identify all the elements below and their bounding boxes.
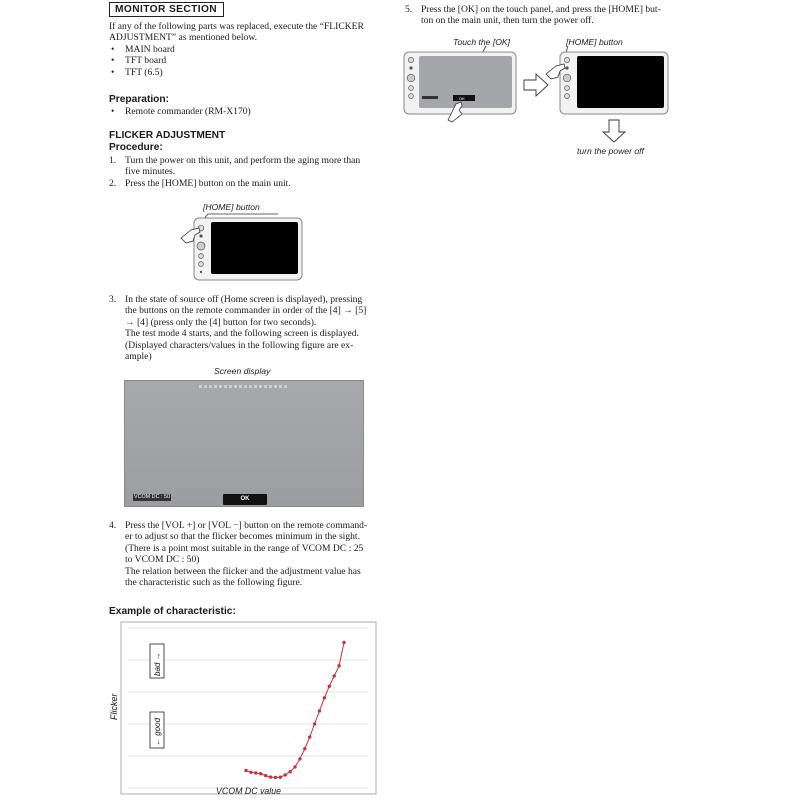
vcom-readout: VCOM DC : 50 xyxy=(134,494,170,500)
step-3 xyxy=(109,294,379,362)
step-5-line-1: Press the [OK] on the touch panel, and press the [HOME] but- xyxy=(421,4,661,15)
step-5 xyxy=(405,4,680,27)
good-label-box xyxy=(150,712,164,748)
list-item: • TFT (6.5) xyxy=(109,67,379,78)
step-3-line-1: In the state of source off (Home screen is displayed), pressing xyxy=(125,294,363,305)
step-2-line-1: Press the [HOME] button on the main unit. xyxy=(125,177,291,189)
data-point xyxy=(328,685,331,688)
replaced-parts-list xyxy=(109,44,379,78)
steps-1-2 xyxy=(109,155,379,189)
small-button xyxy=(200,271,202,273)
step-3-line-3: → [4] (press only the [4] button for two seconds). xyxy=(125,316,317,328)
data-point xyxy=(313,722,316,725)
data-point xyxy=(318,709,321,712)
home-button-caption-right: [HOME] button xyxy=(566,37,623,47)
step-3-line-4: The test mode 4 starts, and the following screen is displayed. xyxy=(125,328,359,340)
head-unit-screen xyxy=(211,222,298,274)
flicker-adjustment-heading: FLICKER ADJUSTMENT xyxy=(109,130,226,141)
data-point xyxy=(264,774,267,777)
preparation-list xyxy=(109,106,379,117)
data-point xyxy=(308,735,311,738)
section-title-box xyxy=(109,4,224,15)
data-point xyxy=(244,769,247,772)
small-button xyxy=(409,66,412,69)
list-item: • TFT board xyxy=(109,55,379,66)
data-point xyxy=(284,773,287,776)
data-point xyxy=(288,770,291,773)
step-4-line-6: the characteristic such as the following figure. xyxy=(125,577,303,589)
data-point xyxy=(342,641,345,644)
side-button xyxy=(199,254,204,259)
section-title: MONITOR SECTION xyxy=(109,2,224,17)
list-item: • MAIN board xyxy=(109,44,379,55)
step-3-line-6: ample) xyxy=(125,351,152,363)
step-2 xyxy=(109,178,379,189)
step-number: 5. xyxy=(405,4,413,15)
side-button xyxy=(408,57,413,62)
step-4 xyxy=(109,520,379,588)
volume-knob xyxy=(563,74,571,82)
small-button xyxy=(565,66,568,69)
data-point xyxy=(249,771,252,774)
preparation-heading: Preparation: xyxy=(109,94,170,105)
data-point xyxy=(259,772,262,775)
data-point xyxy=(274,776,277,779)
arrow-down-icon xyxy=(603,120,625,142)
data-point xyxy=(279,776,282,779)
bad-label: bad → xyxy=(153,652,162,676)
good-label: ← good xyxy=(153,717,162,746)
procedure-heading: Procedure: xyxy=(109,142,163,153)
step-number: 4. xyxy=(109,520,117,531)
data-point xyxy=(269,775,272,778)
intro-line-1: If any of the following parts was replaced, execute the “FLICKER xyxy=(109,21,364,32)
data-point xyxy=(333,674,336,677)
vcom-mini-readout xyxy=(422,96,438,99)
step-number: 3. xyxy=(109,294,117,305)
home-hard-button xyxy=(564,57,569,62)
ok-button[interactable]: OK xyxy=(223,494,267,505)
bad-label-box xyxy=(150,644,164,678)
faint-text-row xyxy=(199,385,289,388)
chart-x-label: VCOM DC value xyxy=(216,786,282,796)
side-button xyxy=(199,262,204,267)
data-point xyxy=(293,765,296,768)
step-3-line-5: (Displayed characters/values in the following figure are ex- xyxy=(125,339,354,351)
step-4-line-2: er to adjust so that the flicker becomes minimum in the sight. xyxy=(125,531,361,543)
side-button xyxy=(409,86,414,91)
home-button-caption: [HOME] button xyxy=(203,202,260,212)
side-button xyxy=(409,94,414,99)
side-button xyxy=(565,94,570,99)
step-4-line-4: to VCOM DC : 50) xyxy=(125,554,200,566)
home-button-figure xyxy=(178,208,308,282)
step-1-line-1: Turn the power on this unit, and perform the aging more than xyxy=(125,155,361,166)
side-button xyxy=(565,86,570,91)
mini-ok-label: OK xyxy=(459,96,465,101)
data-point xyxy=(337,664,340,667)
step-4-line-1: Press the [VOL +] or [VOL −] button on the remote command- xyxy=(125,520,368,531)
step-5-line-2: ton on the main unit, then turn the power off. xyxy=(421,15,594,27)
step-4-line-5: The relation between the flicker and the adjustment value has xyxy=(125,565,361,577)
data-point xyxy=(254,771,257,774)
preparation-list-wrap xyxy=(109,106,379,117)
step-number: 2. xyxy=(109,177,117,189)
intro-paragraph xyxy=(109,21,379,78)
volume-knob xyxy=(197,242,205,250)
data-point xyxy=(303,747,306,750)
data-point xyxy=(323,696,326,699)
chart-y-label: Flicker xyxy=(109,693,119,720)
step-number: 1. xyxy=(109,155,117,166)
step-5-figure xyxy=(402,44,682,154)
step-1-line-2: five minutes. xyxy=(125,166,176,178)
step-1 xyxy=(109,155,379,178)
small-button xyxy=(199,234,202,237)
arrow-right-icon xyxy=(524,74,548,96)
volume-knob xyxy=(407,74,415,82)
data-point xyxy=(298,757,301,760)
list-item: • Remote commander (RM-X170) xyxy=(109,106,379,117)
flicker-chart xyxy=(106,620,380,796)
screen-display-figure xyxy=(124,380,364,507)
example-heading: Example of characteristic: xyxy=(109,606,236,617)
screen-display-caption: Screen display xyxy=(214,366,271,376)
intro-line-2: ADJUSTMENT” as mentioned below. xyxy=(109,32,258,44)
step-3-line-2: the buttons on the remote commander in order of the [4] → [5] xyxy=(125,305,367,317)
turn-power-off-caption: turn the power off xyxy=(577,146,644,156)
touch-ok-caption: Touch the [OK] xyxy=(453,37,511,47)
step-4-line-3: (There is a point most suitable in the range of VCOM DC : 25 xyxy=(125,542,364,554)
head-unit-screen xyxy=(577,56,664,108)
